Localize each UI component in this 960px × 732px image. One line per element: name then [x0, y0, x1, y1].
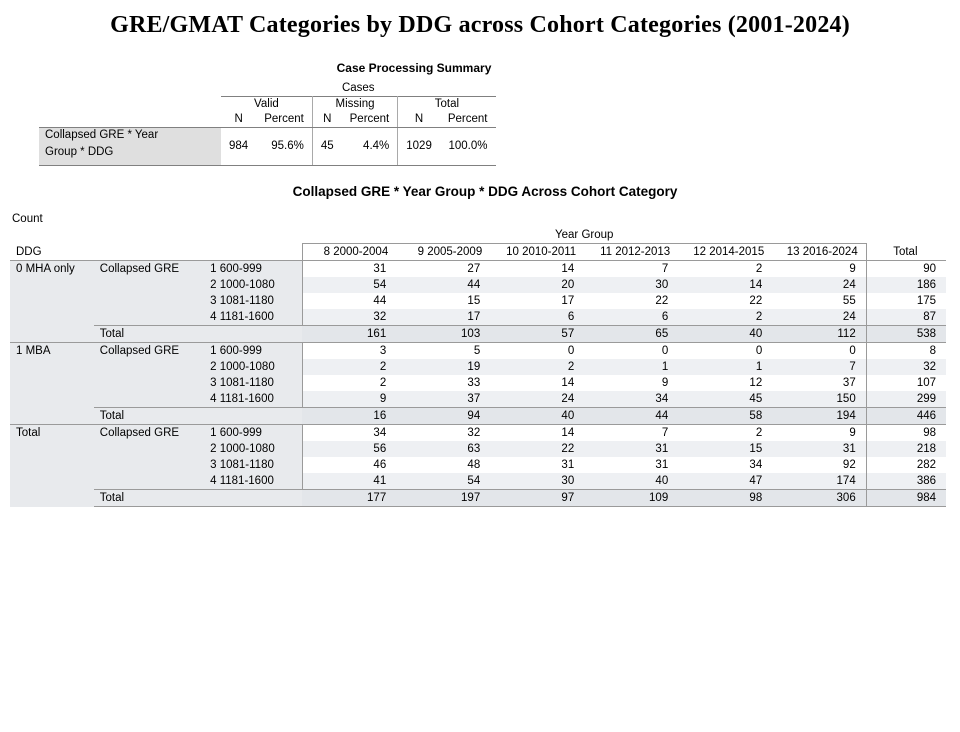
cell: 15 [749, 443, 763, 455]
cell: 7 [772, 359, 866, 375]
row-total: 32 [923, 361, 936, 373]
row-total: 175 [916, 295, 936, 307]
var-label-0: Collapsed GRE [94, 261, 204, 326]
cell: 47 [749, 475, 763, 487]
group-missing: Missing [312, 97, 397, 113]
cell: 31 [772, 441, 866, 457]
blank-cell [10, 227, 94, 244]
cell: 92 [772, 457, 866, 473]
cell: 9 [661, 377, 669, 389]
cell: 45 [749, 393, 763, 405]
total-n-value: 1029 [398, 128, 440, 166]
cell: 44 [467, 279, 481, 291]
cell: 6 [567, 311, 575, 323]
cell: 7 [584, 425, 678, 442]
col-header-4: 12 2014-2015 [678, 244, 772, 261]
cell: 19 [467, 361, 481, 373]
cell: 94 [396, 408, 490, 425]
cell: 9 [379, 393, 387, 405]
cases-header-row [39, 81, 496, 97]
cell: 174 [772, 473, 866, 490]
block-total-label: Total [94, 408, 302, 425]
cell: 161 [302, 326, 396, 343]
case-processing-table [39, 81, 496, 166]
col-header-2: 10 2010-2011 [490, 244, 584, 261]
cases-header: Cases [341, 82, 375, 94]
total-percent-value: 100.0% [440, 128, 496, 166]
row-total: 186 [916, 279, 936, 291]
cell: 5 [396, 343, 490, 360]
case-processing-title: Case Processing Summary [336, 61, 492, 75]
valid-percent-header: Percent [256, 112, 312, 128]
valid-n-header: N [221, 112, 256, 128]
row-label-line2: Group * DDG [45, 146, 114, 158]
grand-total-label: Total [94, 490, 302, 507]
cell: 40 [490, 408, 584, 425]
cell: 0 [490, 343, 584, 360]
cell: 22 [655, 295, 669, 307]
table-row [10, 343, 946, 360]
row-total: 90 [923, 263, 936, 275]
var-label-1: Collapsed GRE [94, 343, 204, 408]
row-label: 2 1000-1080 [204, 359, 302, 375]
grand-total-value: 984 [866, 490, 946, 507]
cell: 20 [561, 279, 575, 291]
cell: 197 [396, 490, 490, 507]
table-row-total [10, 326, 946, 343]
cell: 103 [396, 326, 490, 343]
cell: 31 [655, 459, 669, 471]
cell: 24 [772, 309, 866, 326]
cell: 2 [755, 263, 763, 275]
count-label: Count [12, 213, 43, 225]
cell: 9 [772, 261, 866, 278]
cell: 48 [467, 459, 481, 471]
cell: 2 [379, 377, 387, 389]
cell: 17 [561, 295, 575, 307]
cell: 30 [655, 279, 669, 291]
cell: 40 [655, 475, 669, 487]
cell: 2 [678, 425, 772, 442]
row-label: 4 1181-1600 [204, 309, 302, 326]
row-label: 3 1081-1180 [204, 375, 302, 391]
cell: 2 [755, 311, 763, 323]
cell: 1 [661, 361, 669, 373]
crosstab-title: Collapsed GRE * Year Group * DDG Across Cohort Category [292, 184, 678, 199]
valid-percent-value: 95.6% [256, 128, 312, 166]
table-row [10, 425, 946, 442]
ddg-label-0: 0 MHA only [10, 261, 94, 343]
missing-percent-value: 4.4% [342, 128, 398, 166]
subheader-row [39, 112, 496, 128]
row-total: 299 [916, 393, 936, 405]
table-row-grand-total [10, 490, 946, 507]
cell: 31 [655, 443, 669, 455]
cell: 12 [749, 377, 763, 389]
cell: 56 [373, 443, 387, 455]
blank-cell [94, 227, 204, 244]
row-total: 87 [923, 311, 936, 323]
cell: 24 [772, 277, 866, 293]
cell: 16 [302, 408, 396, 425]
group-header-row [39, 97, 496, 113]
cell: 194 [772, 408, 866, 425]
cell: 37 [467, 393, 481, 405]
row-label: 2 1000-1080 [204, 441, 302, 457]
missing-n-header: N [312, 112, 341, 128]
crosstab-table [10, 227, 946, 507]
year-group-header: Year Group [302, 227, 866, 244]
col-header-3: 11 2012-2013 [584, 244, 678, 261]
row-label: 3 1081-1180 [204, 457, 302, 473]
row-total: 282 [916, 459, 936, 471]
cell: 58 [678, 408, 772, 425]
cell: 22 [561, 443, 575, 455]
cell: 14 [561, 263, 575, 275]
row-label: 4 1181-1600 [204, 391, 302, 408]
cell: 54 [467, 475, 481, 487]
cell: 41 [373, 475, 387, 487]
block-total-label: Total [94, 326, 302, 343]
cell: 14 [749, 279, 763, 291]
col-header-0: 8 2000-2004 [302, 244, 396, 261]
cell: 40 [678, 326, 772, 343]
blank-cell [94, 244, 204, 261]
cell: 44 [373, 295, 387, 307]
total-percent-header: Percent [440, 112, 496, 128]
cell: 57 [490, 326, 584, 343]
cell: 9 [772, 425, 866, 442]
cell: 0 [678, 343, 772, 360]
row-label: 3 1081-1180 [204, 293, 302, 309]
row-total: 386 [916, 475, 936, 487]
cell: 32 [373, 311, 387, 323]
var-label-2: Collapsed GRE [94, 425, 204, 490]
block-total-value: 446 [866, 408, 946, 425]
row-total: 98 [866, 425, 946, 442]
cell: 30 [561, 475, 575, 487]
missing-percent-header: Percent [342, 112, 398, 128]
ddg-label-1: 1 MBA [10, 343, 94, 425]
blank-cell [204, 227, 302, 244]
cell: 7 [661, 263, 669, 275]
cell: 14 [490, 425, 584, 442]
row-label: 1 600-999 [204, 343, 302, 360]
valid-n-value: 984 [221, 128, 256, 166]
cell: 15 [467, 295, 481, 307]
cell: 6 [661, 311, 669, 323]
row-label: 1 600-999 [204, 261, 302, 278]
group-valid: Valid [221, 97, 312, 113]
row-total: 8 [866, 343, 946, 360]
cell: 306 [772, 490, 866, 507]
group-total: Total [398, 97, 496, 113]
ddg-header: DDG [10, 244, 94, 261]
cell: 24 [561, 393, 575, 405]
year-group-header-row [10, 227, 946, 244]
total-n-header: N [398, 112, 440, 128]
blank-cell [866, 227, 946, 244]
cell: 32 [396, 425, 490, 442]
block-total-value: 538 [866, 326, 946, 343]
cell: 0 [584, 343, 678, 360]
table-row [10, 261, 946, 278]
spacer-cell [39, 97, 221, 113]
cell: 34 [655, 393, 669, 405]
cell: 97 [490, 490, 584, 507]
cell: 46 [373, 459, 387, 471]
cell: 109 [584, 490, 678, 507]
row-label: 2 1000-1080 [204, 277, 302, 293]
cell: 1 [755, 361, 763, 373]
missing-n-value: 45 [312, 128, 341, 166]
cell: 34 [749, 459, 763, 471]
case-processing-data-row [39, 128, 496, 166]
col-header-total: Total [866, 244, 946, 261]
cell: 22 [749, 295, 763, 307]
cell: 63 [467, 443, 481, 455]
case-processing-summary [34, 61, 634, 166]
blank-cell [204, 244, 302, 261]
row-label: 1 600-999 [204, 425, 302, 442]
cell: 112 [772, 326, 866, 343]
cell: 54 [373, 279, 387, 291]
spacer-cell [39, 81, 221, 97]
cell: 2 [379, 361, 387, 373]
cell: 17 [467, 311, 481, 323]
cell: 98 [678, 490, 772, 507]
cell: 150 [772, 391, 866, 408]
cell: 0 [772, 343, 866, 360]
spacer-cell [39, 112, 221, 128]
cell: 55 [772, 293, 866, 309]
row-label: 4 1181-1600 [204, 473, 302, 490]
cell: 177 [302, 490, 396, 507]
cell: 65 [584, 326, 678, 343]
row-total: 218 [916, 443, 936, 455]
cell: 14 [561, 377, 575, 389]
row-total: 107 [916, 377, 936, 389]
cell: 37 [772, 375, 866, 391]
ddg-label-2: Total [10, 425, 94, 507]
column-header-row [10, 244, 946, 261]
table-row-total [10, 408, 946, 425]
row-label-line1: Collapsed GRE * Year [45, 129, 159, 141]
cell: 33 [467, 377, 481, 389]
page-title: GRE/GMAT Categories by DDG across Cohort Categories (2001-2024) [110, 12, 850, 38]
cell: 34 [302, 425, 396, 442]
cell: 31 [561, 459, 575, 471]
row-label [39, 128, 221, 166]
col-header-1: 9 2005-2009 [396, 244, 490, 261]
cell: 27 [467, 263, 481, 275]
cell: 44 [584, 408, 678, 425]
cell: 2 [567, 361, 575, 373]
cell: 31 [373, 263, 387, 275]
cell: 3 [302, 343, 396, 360]
col-header-5: 13 2016-2024 [772, 244, 866, 261]
